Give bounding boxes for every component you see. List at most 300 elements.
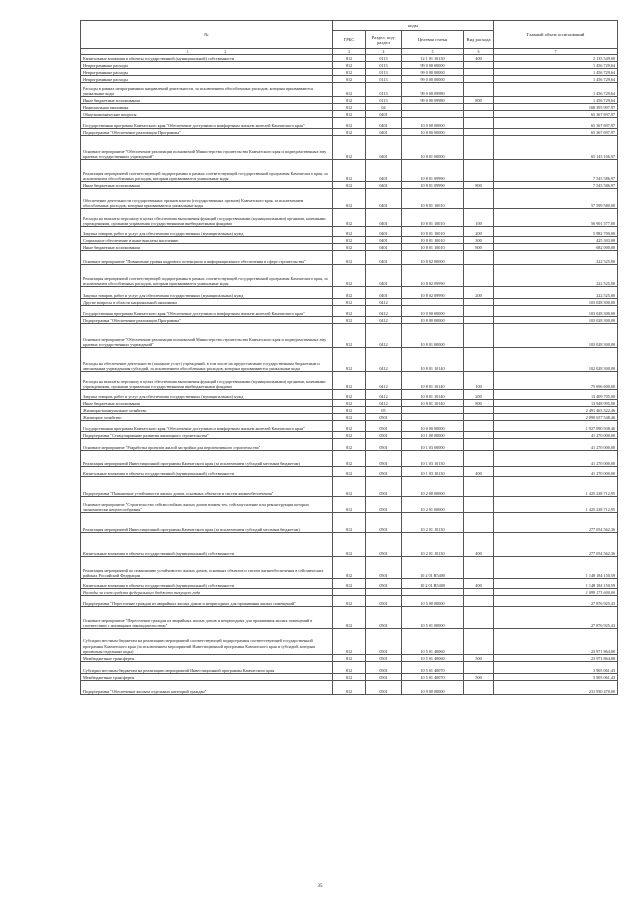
column-index: 6 <box>464 49 494 55</box>
table-body <box>81 55 618 695</box>
row-expense-type-cell <box>464 111 494 118</box>
row-amount-cell: 41 270 000,00 <box>494 451 618 467</box>
table-header <box>81 21 618 55</box>
row-amount-cell: 65 367 697,97 <box>494 118 618 129</box>
row-target-cell: 10 5 01 40070 <box>402 674 464 681</box>
row-name-cell: Межбюджетные трансферты <box>81 655 333 662</box>
expense-type-column-header: Вид расхода <box>464 31 494 49</box>
row-expense-type-cell <box>464 104 494 111</box>
row-name-cell: Расходы за счет средств федерального бюджета текущего года <box>81 589 333 596</box>
row-target-cell: 10 8 01 00000 <box>402 324 464 348</box>
table-row <box>81 129 618 136</box>
row-target-cell: 10 8 01 09990 <box>402 182 464 189</box>
row-section-cell: 0412 <box>366 299 402 306</box>
row-expense-type-cell <box>464 160 494 182</box>
column-index: 7 <box>494 49 618 55</box>
row-expense-type-cell: 400 <box>464 533 494 557</box>
row-expense-type-cell <box>464 136 494 160</box>
table-row <box>81 467 618 477</box>
row-name-cell: Жилищное хозяйство <box>81 414 333 421</box>
row-section-cell: 0501 <box>366 451 402 467</box>
row-grbs-cell: 812 <box>333 227 366 237</box>
row-name-cell: Непрограммные расходы <box>81 62 333 69</box>
row-target-cell: 10 8 01 00000 <box>402 136 464 160</box>
grbs-column-header: ГРБС <box>333 31 366 49</box>
number-column-header <box>81 21 333 49</box>
row-target-cell: 10 8 01 10010 <box>402 227 464 237</box>
table-row <box>81 83 618 97</box>
row-section-cell: 0501 <box>366 497 402 513</box>
row-section-cell: 0401 <box>366 237 402 244</box>
table-row <box>81 69 618 76</box>
row-grbs-cell: 812 <box>333 299 366 306</box>
row-expense-type-cell <box>464 414 494 421</box>
row-section-cell: 0501 <box>366 662 402 674</box>
row-name-cell: Субсидии местным бюджетам на реализацию мероприятий соответствующей подпрограммы соответствующей государственной программы Камчатского края (за исключением мероприятий Инвестиционной программы Камчатского края и субсидий, которым присвоены отдельные коды) <box>81 629 333 655</box>
row-section-cell: 0501 <box>366 513 402 533</box>
row-target-cell: 99 0 00 00000 <box>402 62 464 69</box>
table-row <box>81 439 618 451</box>
row-amount-cell: 41 270 000,00 <box>494 467 618 477</box>
row-grbs-cell: 812 <box>333 104 366 111</box>
table-row <box>81 477 618 497</box>
row-section-cell: 0113 <box>366 76 402 83</box>
row-name-cell: Непрограммные расходы <box>81 69 333 76</box>
row-section-cell: 0501 <box>366 557 402 579</box>
row-amount-cell: 222 525,00 <box>494 287 618 299</box>
table-row <box>81 265 618 287</box>
table-row <box>81 674 618 681</box>
row-amount-cell: 1 148 184 150,59 <box>494 579 618 589</box>
row-grbs-cell: 812 <box>333 390 366 400</box>
row-target-cell: 99 0 00 00000 <box>402 76 464 83</box>
table-row <box>81 299 618 306</box>
row-target-cell: 10 8 01 10140 <box>402 400 464 407</box>
row-amount-cell: 57 599 580,00 <box>494 189 618 209</box>
row-name-cell: Подпрограмма "Стимулирование развития жилищного строительства" <box>81 432 333 439</box>
row-expense-type-cell: 800 <box>464 97 494 104</box>
table-row <box>81 497 618 513</box>
row-section-cell: 0501 <box>366 681 402 695</box>
row-grbs-cell: 812 <box>333 244 366 251</box>
row-section-cell: 0412 <box>366 372 402 390</box>
row-expense-type-cell <box>464 62 494 69</box>
row-grbs-cell: 812 <box>333 655 366 662</box>
row-section-cell: 0401 <box>366 118 402 129</box>
row-name-cell: Государственная программа Камчатского края "Обеспечение доступным и комфортным жильем жителей Камчатского края" <box>81 306 333 317</box>
target-column-header: Целевая статья <box>402 31 464 49</box>
row-grbs-cell: 812 <box>333 629 366 655</box>
row-grbs-cell: 812 <box>333 477 366 497</box>
row-target-cell: 10 8 01 10010 <box>402 237 464 244</box>
row-expense-type-cell <box>464 477 494 497</box>
row-expense-type-cell <box>464 421 494 432</box>
row-amount-cell: 1 927 090 938,46 <box>494 421 618 432</box>
row-expense-type-cell <box>464 251 494 265</box>
row-section-cell: 0113 <box>366 69 402 76</box>
row-section-cell: 0501 <box>366 477 402 497</box>
row-name-cell: Межбюджетные трансферты <box>81 674 333 681</box>
row-target-cell <box>402 111 464 118</box>
total-column-header: Главный объем ассигнований <box>494 21 618 49</box>
row-expense-type-cell: 200 <box>464 390 494 400</box>
row-target-cell: 10 8 01 10010 <box>402 244 464 251</box>
row-target-cell: 99 0 00 00000 <box>402 69 464 76</box>
row-amount-cell: 1 148 184 150,59 <box>494 557 618 579</box>
row-target-cell: 10 2 01 R5400 <box>402 557 464 579</box>
row-expense-type-cell <box>464 589 494 596</box>
table-row <box>81 287 618 299</box>
table-row <box>81 607 618 629</box>
row-section-cell: 0401 <box>366 287 402 299</box>
row-amount-cell: 1 099 171 600,00 <box>494 589 618 596</box>
row-expense-type-cell <box>464 557 494 579</box>
row-target-cell: 10 5 00 00000 <box>402 596 464 607</box>
row-grbs-cell: 812 <box>333 251 366 265</box>
row-grbs-cell: 812 <box>333 324 366 348</box>
row-name-cell: Основное мероприятие "Повышение уровня кадрового потенциала и информационного обеспечения в сфере строительства" <box>81 251 333 265</box>
row-target-cell: 10 8 02 09990 <box>402 265 464 287</box>
row-grbs-cell: 812 <box>333 607 366 629</box>
row-target-cell: 10 5 01 40060 <box>402 629 464 655</box>
table-row <box>81 118 618 129</box>
row-amount-cell: 1 456 729,64 <box>494 69 618 76</box>
row-amount-cell: 103 028 300,00 <box>494 306 618 317</box>
row-grbs-cell: 812 <box>333 533 366 557</box>
row-name-cell: Реализация мероприятий Инвестиционной программы Камчатского края (за исключением субсидий местным бюджетам) <box>81 451 333 467</box>
table-row <box>81 182 618 189</box>
row-section-cell: 0401 <box>366 111 402 118</box>
row-section-cell: 0401 <box>366 227 402 237</box>
row-amount-cell: 65 145 166,97 <box>494 136 618 160</box>
row-name-cell: Реализация мероприятий по повышению устойчивости жилых домов, основных объектов и систем жизнеобеспечения в сейсмических районах Российской Федерации <box>81 557 333 579</box>
row-amount-cell: 41 270 000,00 <box>494 432 618 439</box>
row-amount-cell: 682 000,00 <box>494 244 618 251</box>
table-row <box>81 629 618 655</box>
row-name-cell: Реализация мероприятий Инвестиционной программы Камчатского края (за исключением субсидий местным бюджетам) <box>81 513 333 533</box>
row-amount-cell: 1 456 729,64 <box>494 76 618 83</box>
row-amount-cell: 56 901 577,00 <box>494 209 618 227</box>
row-grbs-cell: 812 <box>333 451 366 467</box>
row-name-cell: Закупка товаров, работ и услуг для обеспечения государственных (муниципальных) нужд <box>81 390 333 400</box>
row-name-cell: Подпрограмма "Переселение граждан из аварийных жилых домов и непригодных для проживания жилых помещений" <box>81 596 333 607</box>
row-expense-type-cell: 400 <box>464 55 494 62</box>
row-grbs-cell: 812 <box>333 317 366 324</box>
row-expense-type-cell: 200 <box>464 227 494 237</box>
table-row <box>81 317 618 324</box>
row-grbs-cell: 812 <box>333 136 366 160</box>
row-amount-cell: 102 028 300,00 <box>494 348 618 372</box>
row-grbs-cell: 812 <box>333 160 366 182</box>
table-row <box>81 407 618 414</box>
row-target-cell: 10 0 00 00000 <box>402 118 464 129</box>
table-row <box>81 579 618 589</box>
column-index-2: 2 <box>224 50 227 54</box>
row-expense-type-cell <box>464 451 494 467</box>
row-amount-cell: 1 456 729,64 <box>494 83 618 97</box>
row-amount-cell: 3 905 061,43 <box>494 662 618 674</box>
table-row <box>81 160 618 182</box>
row-name-cell: Расходы на обеспечение деятельности (оказание услуг) учреждений, в том числе на предоставление государственным бюджетным и автономным учреждениям субсидий, за исключением обособленных расходов, которым присваиваются уникальные коды <box>81 348 333 372</box>
row-name-cell: Государственная программа Камчатского края "Обеспечение доступным и комфортным жильем жителей Камчатского края" <box>81 118 333 129</box>
row-expense-type-cell <box>464 324 494 348</box>
row-expense-type-cell <box>464 348 494 372</box>
row-expense-type-cell <box>464 306 494 317</box>
row-amount-cell: 2 135 549,00 <box>494 55 618 62</box>
row-section-cell: 0501 <box>366 439 402 451</box>
row-name-cell: Капитальные вложения в объекты государственной (муниципальной) собственности <box>81 55 333 62</box>
row-expense-type-cell: 100 <box>464 209 494 227</box>
row-section-cell: 0412 <box>366 306 402 317</box>
row-amount-cell: 231 930 470,00 <box>494 681 618 695</box>
row-target-cell: 10 8 00 00000 <box>402 129 464 136</box>
row-section-cell: 0412 <box>366 348 402 372</box>
row-name-cell: Общеэкономические вопросы <box>81 111 333 118</box>
row-target-cell: 99 0 00 09980 <box>402 83 464 97</box>
row-amount-cell: 168 395 997,97 <box>494 104 618 111</box>
table-row <box>81 589 618 596</box>
row-section-cell: 0501 <box>366 432 402 439</box>
table-row <box>81 55 618 62</box>
column-index-1: 1 <box>186 50 189 54</box>
table-row <box>81 421 618 432</box>
row-name-cell: Непрограммные расходы <box>81 76 333 83</box>
row-grbs-cell: 812 <box>333 400 366 407</box>
row-section-cell: 0501 <box>366 655 402 662</box>
column-index: 5 <box>402 49 464 55</box>
row-name-cell: Расходы в рамках непрограммных направлений деятельности, за исключением обособленных расходов, которым присваиваются уникальные коды <box>81 83 333 97</box>
row-amount-cell: 5 982 700,00 <box>494 227 618 237</box>
table-row <box>81 390 618 400</box>
row-target-cell: 10 0 00 00000 <box>402 306 464 317</box>
row-grbs-cell: 812 <box>333 118 366 129</box>
row-name-cell: Иные бюджетные ассигнования <box>81 400 333 407</box>
row-name-cell: Основное мероприятие "Разработка проектов жилой застройки для перспективного строительства" <box>81 439 333 451</box>
table-row <box>81 533 618 557</box>
row-amount-cell: 75 696 600,00 <box>494 372 618 390</box>
row-section-cell: 0401 <box>366 209 402 227</box>
row-grbs-cell: 812 <box>333 76 366 83</box>
row-target-cell <box>402 407 464 414</box>
row-amount-cell: 103 028 300,00 <box>494 299 618 306</box>
row-grbs-cell: 812 <box>333 209 366 227</box>
row-expense-type-cell <box>464 83 494 97</box>
row-grbs-cell: 812 <box>333 182 366 189</box>
row-amount-cell: 103 028 300,00 <box>494 324 618 348</box>
row-section-cell: 0401 <box>366 265 402 287</box>
section-column-header: Раздел, под-раздел <box>366 31 402 49</box>
row-grbs-cell: 812 <box>333 265 366 287</box>
row-expense-type-cell: 500 <box>464 674 494 681</box>
row-expense-type-cell <box>464 439 494 451</box>
row-section-cell: 0501 <box>366 579 402 589</box>
table-row <box>81 306 618 317</box>
row-name-cell: Жилищно-коммунальное хозяйство <box>81 407 333 414</box>
row-name-cell: Расходы на выплаты персоналу в целях обеспечения выполнения функций государственными (муниципальными) органами, казенными учреждениями, органами управления государственными внебюджетными фондами <box>81 209 333 227</box>
table-row <box>81 324 618 348</box>
row-target-cell: 10 8 01 10140 <box>402 348 464 372</box>
row-grbs-cell: 812 <box>333 681 366 695</box>
row-expense-type-cell <box>464 69 494 76</box>
row-amount-cell: 7 545 586,97 <box>494 160 618 182</box>
row-section-cell: 0113 <box>366 55 402 62</box>
row-section-cell: 0401 <box>366 189 402 209</box>
row-name-cell: Закупка товаров, работ и услуг для обеспечения государственных (муниципальных) нужд <box>81 227 333 237</box>
row-target-cell: 10 5 01 40060 <box>402 655 464 662</box>
row-target-cell: 10 2 01 00000 <box>402 497 464 513</box>
row-target-cell: 10 8 02 09990 <box>402 287 464 299</box>
table-row <box>81 62 618 69</box>
row-section-cell: 0401 <box>366 182 402 189</box>
row-amount-cell: 13 409 705,00 <box>494 390 618 400</box>
table-row <box>81 557 618 579</box>
row-grbs-cell: 812 <box>333 439 366 451</box>
table-row <box>81 209 618 227</box>
row-expense-type-cell: 800 <box>464 400 494 407</box>
row-target-cell: 10 8 01 10010 <box>402 209 464 227</box>
row-name-cell: Основное мероприятие "Строительство сейсмостойких жилых домов взамен тех, сейсмоусиление или реконструкция которых экономически нецелесообразны" <box>81 497 333 513</box>
row-target-cell: 10 8 01 10140 <box>402 372 464 390</box>
row-grbs-cell: 812 <box>333 129 366 136</box>
row-expense-type-cell <box>464 407 494 414</box>
table-row <box>81 251 618 265</box>
row-expense-type-cell <box>464 317 494 324</box>
row-expense-type-cell: 300 <box>464 237 494 244</box>
budget-allocation-table <box>80 20 618 695</box>
row-expense-type-cell <box>464 513 494 533</box>
row-section-cell: 0412 <box>366 390 402 400</box>
row-expense-type-cell: 200 <box>464 287 494 299</box>
row-section-cell: 0501 <box>366 607 402 629</box>
row-section-cell: 0501 <box>366 629 402 655</box>
row-section-cell: 0501 <box>366 421 402 432</box>
row-grbs-cell: 812 <box>333 69 366 76</box>
row-amount-cell: 103 028 300,00 <box>494 317 618 324</box>
table-row <box>81 400 618 407</box>
row-section-cell: 0401 <box>366 136 402 160</box>
row-section-cell: 0501 <box>366 596 402 607</box>
row-name-cell: Иные бюджетные ассигнования <box>81 97 333 104</box>
row-amount-cell: 1 425 238 712,95 <box>494 497 618 513</box>
row-expense-type-cell <box>464 607 494 629</box>
row-grbs-cell: 812 <box>333 306 366 317</box>
row-name-cell: Социальное обеспечение и иные выплаты населению <box>81 237 333 244</box>
row-expense-type-cell <box>464 596 494 607</box>
row-section-cell: 0501 <box>366 414 402 421</box>
row-amount-cell: 41 270 000,00 <box>494 439 618 451</box>
row-grbs-cell: 812 <box>333 579 366 589</box>
row-expense-type-cell: 400 <box>464 579 494 589</box>
row-section-cell: 0501 <box>366 467 402 477</box>
row-expense-type-cell: 800 <box>464 182 494 189</box>
row-target-cell: 10 8 01 10140 <box>402 390 464 400</box>
column-index: 4 <box>366 49 402 55</box>
row-grbs-cell: 812 <box>333 111 366 118</box>
row-grbs-cell: 812 <box>333 55 366 62</box>
table-row <box>81 104 618 111</box>
row-section-cell: 0401 <box>366 129 402 136</box>
row-section-cell: 0401 <box>366 251 402 265</box>
row-grbs-cell: 812 <box>333 497 366 513</box>
row-expense-type-cell: 400 <box>464 467 494 477</box>
row-grbs-cell: 812 <box>333 513 366 533</box>
row-target-cell: 10 1 03 10130 <box>402 467 464 477</box>
row-expense-type-cell <box>464 265 494 287</box>
row-target-cell: 10 8 01 10010 <box>402 189 464 209</box>
row-expense-type-cell <box>464 432 494 439</box>
column-index: 3 <box>333 49 366 55</box>
row-expense-type-cell <box>464 299 494 306</box>
row-target-cell <box>402 104 464 111</box>
row-section-cell: 0412 <box>366 400 402 407</box>
row-section-cell: 05 <box>366 407 402 414</box>
row-expense-type-cell <box>464 189 494 209</box>
row-amount-cell: 23 971 864,00 <box>494 655 618 662</box>
row-target-cell: 10 1 03 00000 <box>402 439 464 451</box>
row-expense-type-cell <box>464 629 494 655</box>
row-grbs-cell: 812 <box>333 414 366 421</box>
table-row <box>81 136 618 160</box>
row-target-cell <box>402 589 464 596</box>
row-section-cell: 0412 <box>366 324 402 348</box>
page-number: 35 <box>317 884 323 889</box>
row-target-cell <box>402 299 464 306</box>
row-amount-cell: 65 367 697,97 <box>494 111 618 118</box>
row-amount-cell: 27 876 925,43 <box>494 596 618 607</box>
row-amount-cell: 65 367 697,97 <box>494 129 618 136</box>
row-grbs-cell: 812 <box>333 674 366 681</box>
table-row <box>81 432 618 439</box>
row-expense-type-cell <box>464 662 494 674</box>
table-row <box>81 111 618 118</box>
row-name-cell: Подпрограмма "Обеспечение жильем отдельных категорий граждан" <box>81 681 333 695</box>
row-amount-cell: 1 456 729,64 <box>494 97 618 104</box>
row-target-cell: 10 8 01 09990 <box>402 160 464 182</box>
row-target-cell: 10 9 00 00000 <box>402 681 464 695</box>
row-expense-type-cell <box>464 681 494 695</box>
row-name-cell: Основное мероприятие "Обеспечение реализации полномочий Министерства строительства Камчатского края и подведомственных ему краевых государственных учреждений" <box>81 136 333 160</box>
row-section-cell: 04 <box>366 104 402 111</box>
row-name-cell: Реализация мероприятий соответствующей подпрограммы в рамках соответствующей государственной программы Камчатского края, за исключением обособленных расходов, которым присваиваются уникальные коды <box>81 265 333 287</box>
row-target-cell: 10 5 01 00000 <box>402 607 464 629</box>
table-row <box>81 451 618 467</box>
table-row <box>81 189 618 209</box>
row-target-cell: 12 1 01 10130 <box>402 55 464 62</box>
table-row <box>81 372 618 390</box>
row-name-cell: Иные бюджетные ассигнования <box>81 182 333 189</box>
row-amount-cell: 7 545 586,97 <box>494 182 618 189</box>
row-grbs-cell: 812 <box>333 237 366 244</box>
row-grbs-cell: 812 <box>333 348 366 372</box>
row-amount-cell: 2 090 657 548,46 <box>494 414 618 421</box>
table-row <box>81 348 618 372</box>
row-grbs-cell: 812 <box>333 662 366 674</box>
row-grbs-cell: 812 <box>333 287 366 299</box>
row-section-cell <box>366 589 402 596</box>
row-amount-cell: 425 303,00 <box>494 237 618 244</box>
row-amount-cell: 23 971 864,00 <box>494 629 618 655</box>
row-name-cell: Иные бюджетные ассигнования <box>81 244 333 251</box>
row-expense-type-cell: 800 <box>464 244 494 251</box>
row-name-cell: Другие вопросы в области национальной экономики <box>81 299 333 306</box>
number-sign-label: № <box>204 32 209 37</box>
row-target-cell <box>402 414 464 421</box>
row-name-cell: Расходы на выплаты персоналу в целях обеспечения выполнения функций государственными (муниципальными) органами, казенными учреждениями, органами управления государственными внебюджетными фондами <box>81 372 333 390</box>
row-grbs-cell: 812 <box>333 557 366 579</box>
row-amount-cell: 277 054 562,36 <box>494 513 618 533</box>
row-name-cell: Капитальные вложения в объекты государственной (муниципальной) собственности <box>81 467 333 477</box>
row-grbs-cell: 812 <box>333 83 366 97</box>
